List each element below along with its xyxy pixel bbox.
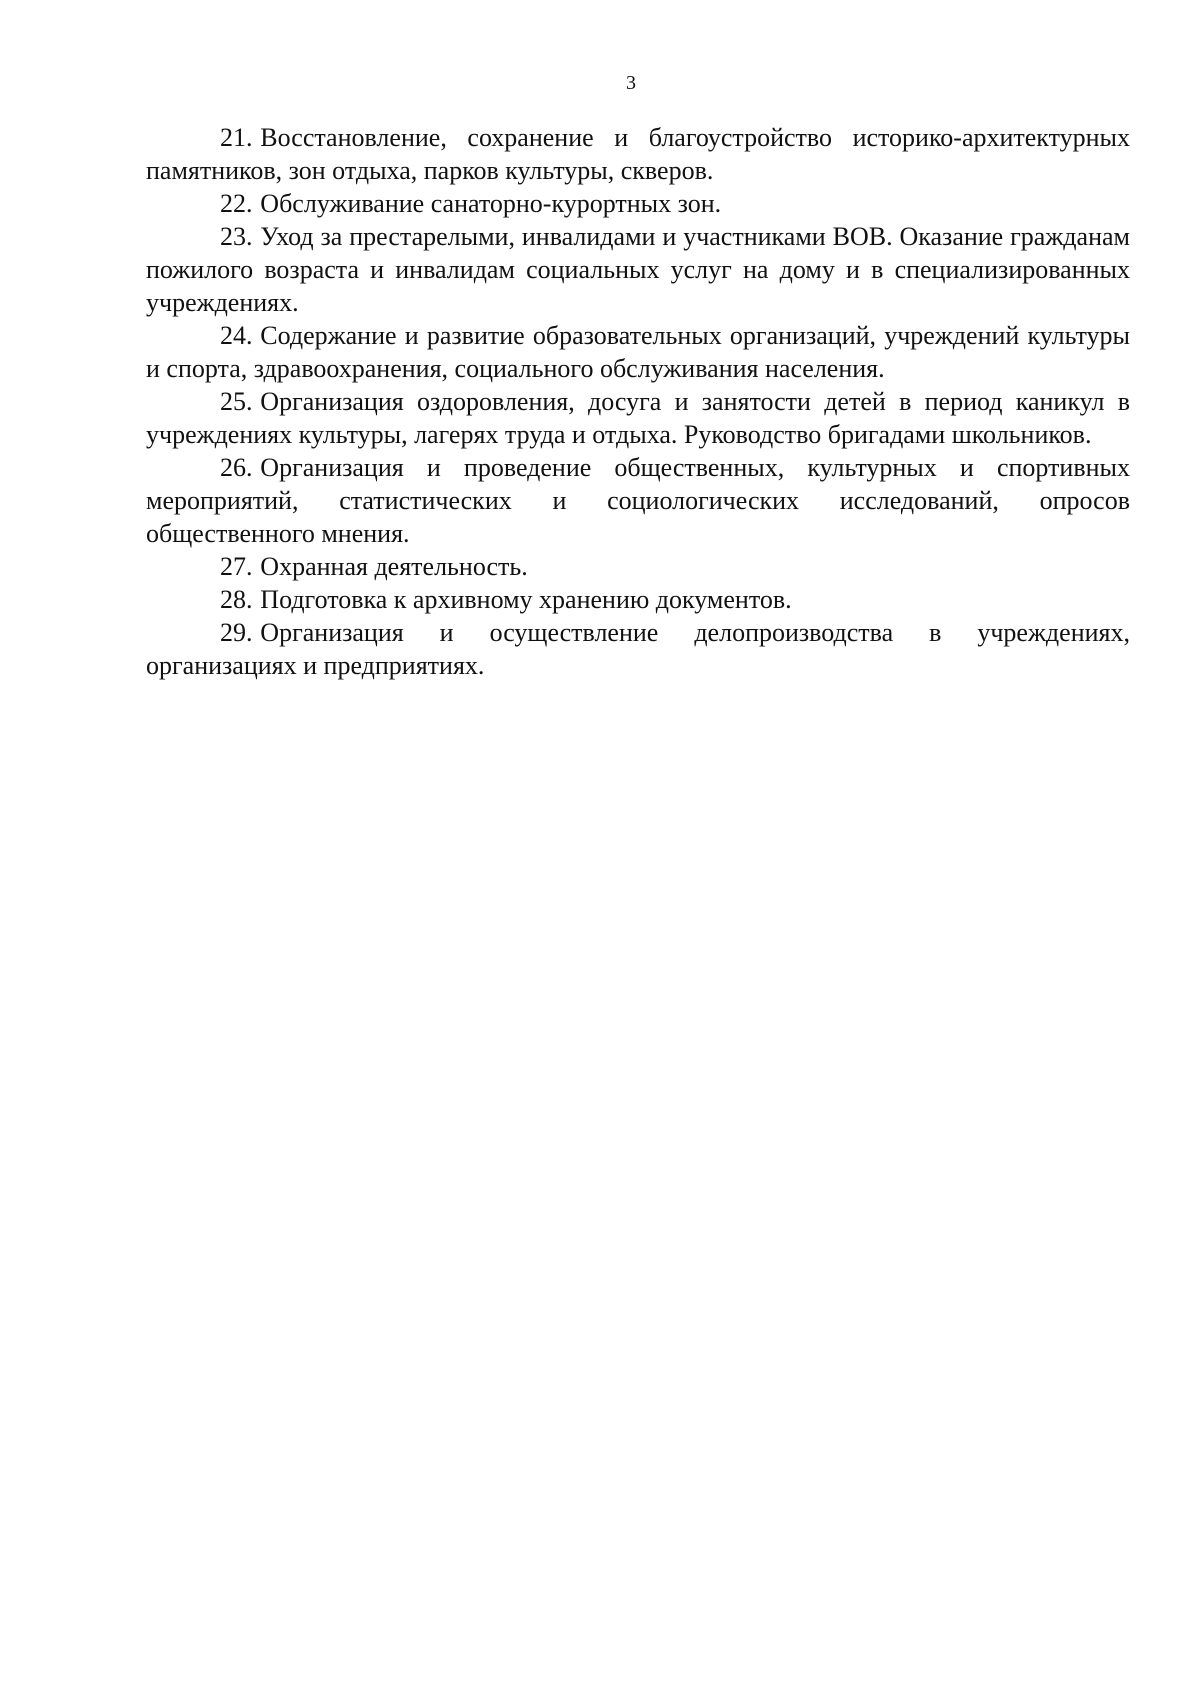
item-number: 21. — [220, 123, 253, 152]
item-number: 22. — [220, 189, 253, 218]
item-text: Охранная деятельность. — [260, 552, 528, 581]
item-text: Организация оздоровления, досуга и занятости детей в период каникул в учреждениях культуры, лагерях труда и отдыха. Руководство бригадами школьников. — [146, 387, 1130, 449]
list-item — [146, 550, 1130, 583]
item-number: 23. — [220, 222, 253, 251]
item-number: 29. — [220, 618, 253, 647]
list-item — [146, 583, 1130, 616]
item-text: Содержание и развитие образовательных организаций, учреждений культуры и спорта, здравоохранения, социального обслуживания населения. — [146, 321, 1130, 383]
item-number: 28. — [220, 585, 253, 614]
item-text: Подготовка к архивному хранению документов. — [260, 585, 792, 614]
numbered-list — [146, 121, 1130, 682]
item-number: 27. — [220, 552, 253, 581]
list-item — [146, 187, 1130, 220]
list-item — [146, 616, 1130, 682]
item-number: 26. — [220, 453, 253, 482]
item-number: 25. — [220, 387, 253, 416]
item-text: Обслуживание санаторно-курортных зон. — [260, 189, 722, 218]
list-item — [146, 220, 1130, 319]
page-number: 3 — [626, 72, 636, 94]
item-text: Организация и проведение общественных, культурных и спортивных мероприятий, статистических и социологических исследований, опросов общественного мнения. — [146, 453, 1130, 548]
list-item — [146, 451, 1130, 550]
item-text: Организация и осуществление делопроизводства в учреждениях, организациях и предприятиях. — [146, 618, 1130, 680]
item-text: Восстановление, сохранение и благоустройство историко-архитектурных памятников, зон отдыха, парков культуры, скверов. — [146, 123, 1130, 185]
item-text: Уход за престарелыми, инвалидами и участниками ВОВ. Оказание гражданам пожилого возраста и инвалидам социальных услуг на дому и в специализированных учреждениях. — [146, 222, 1130, 317]
list-item — [146, 319, 1130, 385]
item-number: 24. — [220, 321, 253, 350]
list-item — [146, 121, 1130, 187]
list-item — [146, 385, 1130, 451]
